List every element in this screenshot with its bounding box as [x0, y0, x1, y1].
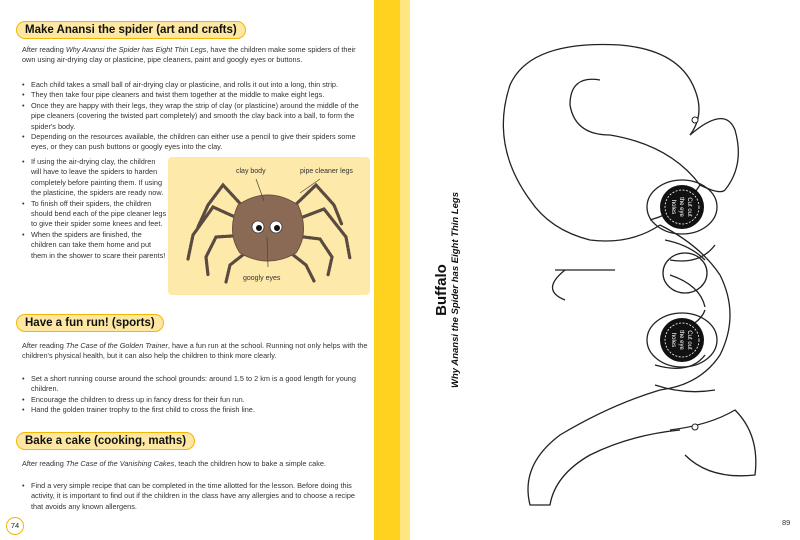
label-googly-eyes: googly eyes [243, 275, 281, 282]
list-item: • If using the air-drying clay, the children will have to leave the spiders to harden completely before painting them. If using the plasticine, the spiders are ready now. [22, 157, 167, 199]
label-pipe-cleaner-legs: pipe cleaner legs [300, 168, 353, 175]
mask-nose [663, 253, 707, 293]
list-item: • Depending on the resources available, the children can either use a pencil to give their spiders some eyes, or they can push buttons or googly eyes into the clay. [22, 132, 368, 153]
mask-ear-bottom [670, 410, 756, 476]
mask-ear-top [690, 119, 738, 190]
list-item: • Encourage the children to dress up in fancy dress for their fun run. [22, 395, 368, 405]
section-intro-spider: After reading Why Anansi the Spider has Eight Thin Legs, have the children make some spiders of their own using air-drying clay or plasticine, pipe cleaners, paint and googly eyes or buttons. [22, 45, 356, 65]
section-intro-cake: After reading The Case of the Vanishing Cakes, teach the children how to bake a simple cake. [22, 459, 326, 468]
spider-steps-list-narrow [22, 157, 167, 261]
string-hole-bottom [692, 424, 698, 430]
fun-run-list [22, 374, 368, 416]
right-page-edge-stripe [400, 0, 410, 540]
eye-cut-text-top-3: holes [670, 199, 676, 215]
page-number-left: 74 [6, 517, 24, 535]
page-number-right: 89 [782, 518, 791, 527]
eye-cut-text-top-2: the eye [678, 197, 684, 217]
section-heading-cake: Bake a cake (cooking, maths) [16, 432, 195, 450]
page-divider-stripe [374, 0, 400, 540]
mask-title-block [433, 192, 461, 388]
list-item: • They then take four pipe cleaners and twist them together at the middle to make eight legs. [22, 90, 368, 100]
list-item: • When the spiders are finished, the children can take them home and put them in the shower to scare their parents! [22, 230, 167, 261]
mask-horn-top [503, 45, 660, 242]
mask-title: Buffalo [433, 264, 450, 316]
string-hole-top [692, 117, 698, 123]
eye-cut-text-bottom-2: the eye [678, 330, 684, 350]
eye-cut-text-bottom-3: holes [670, 332, 676, 348]
spider-steps-list [22, 80, 368, 153]
list-item: • Each child takes a small ball of air-drying clay or plasticine, and rolls it out into a long, thin strip. [22, 80, 368, 90]
list-item: • Set a short running course around the school grounds: around 1.5 to 2 km is a good length for young children. [22, 374, 368, 395]
eye-cut-text-bottom-1: Cut out [686, 330, 692, 350]
mask-subtitle: Why Anansi the Spider has Eight Thin Legs [450, 192, 461, 388]
list-item: • To finish off their spiders, the children should bend each of the pipe cleaner legs to give their spider some knees and feet. [22, 199, 167, 230]
list-item: • Find a very simple recipe that can be completed in the time allotted for the lesson. Before doing this activity, it is important to find out if the children in the class have any allergies and to choose a recipe that avoids any known allergens. [22, 481, 368, 512]
list-item: • Hand the golden trainer trophy to the first child to cross the finish line. [22, 405, 368, 415]
section-intro-fun-run: After reading The Case of the Golden Trainer, have a fun run at the school. Running not only helps with the children's physical health, but it can also help the children to think more clearly. [22, 341, 368, 361]
eye-cut-text-top-1: Cut out [686, 197, 692, 217]
label-clay-body: clay body [236, 168, 266, 175]
section-heading-fun-run: Have a fun run! (sports) [16, 314, 164, 332]
spider-diagram [168, 157, 370, 295]
section-heading-spider: Make Anansi the spider (art and crafts) [16, 21, 246, 39]
buffalo-mask-outline [470, 35, 770, 515]
cake-list [22, 481, 368, 512]
list-item: • Once they are happy with their legs, they wrap the strip of clay (or plasticine) around the middle of the pipe cleaners (covering the twisted part completely) and smooth the clay back into a ball, to form the spider's body. [22, 101, 368, 132]
